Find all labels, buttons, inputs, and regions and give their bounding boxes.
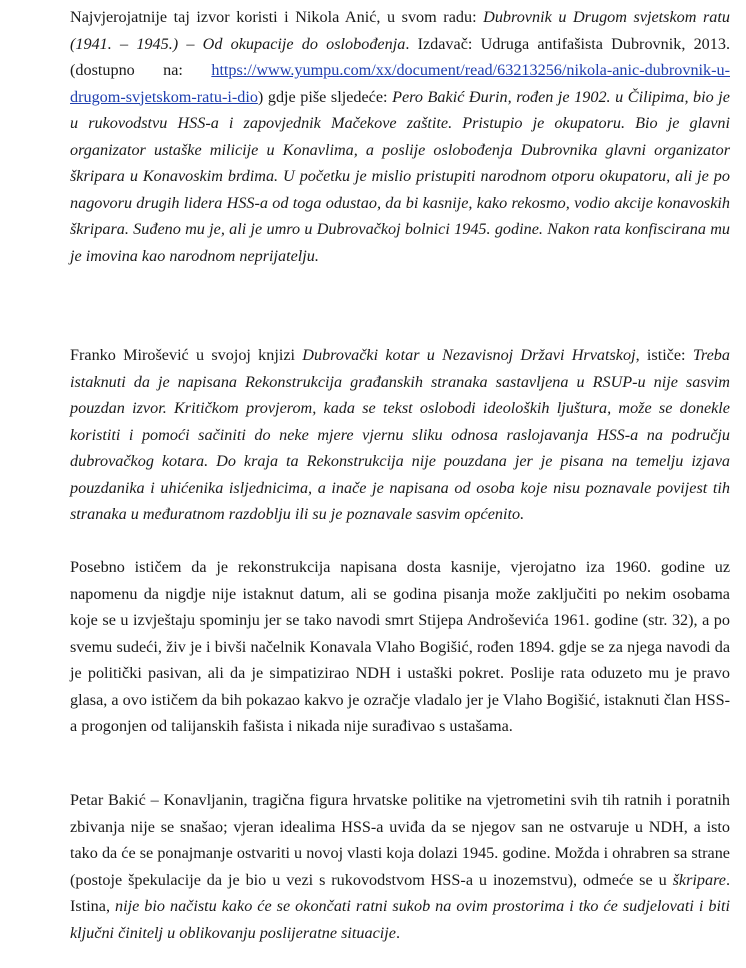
- source-link[interactable]: https://www.yumpu.com/xx/document/read/63213256/nikola-anic-dubrovnik-u-drugom-svjetskom-ratu-i-dio: [70, 61, 730, 106]
- paragraph-mirosevic: [70, 342, 730, 528]
- paragraph-anic-source: [70, 4, 730, 269]
- book-title-mirosevic: Dubrovački kotar u Nezavisnoj Državi Hrvatskoj: [302, 346, 636, 364]
- text-segment: Najvjerojatnije taj izvor koristi i Nikola Anić, u svom radu:: [70, 8, 484, 26]
- paragraph-petar-bakic: [70, 787, 730, 946]
- text-segment: ) gdje piše sljedeće:: [257, 87, 393, 106]
- paragraph-reconstruction-date: [70, 554, 730, 740]
- quote-mirosevic: Treba istaknuti da je napisana Rekonstrukcija građanskih stranaka sastavljena u RSUP-u nije sasvim pouzdan izvor. Kritičkom provjerom, kada se tekst oslobodi ideoloških ljuštura, može se donekle koristiti i pomoći sačiniti do neke mjere vjernu sliku odnosa raslojavanja HSS-a na području dubrovačkog kotara. Do kraja ta Rekonstrukcija nije pouzdana jer je pisana na temelju izjava pouzdanika i uhićenika isljednicima, a inače je napisana od osoba koje nisu poznavale povijest tih stranaka u međuratnom razdoblju ili su je poznavale sasvim općenito.: [70, 346, 730, 523]
- quote-anic: Pero Bakić Đurin, rođen je 1902. u Čilipima, bio je u rukovodstvu HSS-a i zapovjednik Mačekove zaštite. Pristupio je okupatoru. Bio je glavni organizator ustaške milicije u Konavlima, a poslije oslobođenja Dubrovnika glavni organizator škripara u Konavoskim brdima. U početku je mislio pristupiti narodnom otporu okupatoru, ali je po nagovoru drugih lidera HSS-a od toga odustao, da bi kasnije, kako rekosmo, vodio akcije konavoskih škripara. Suđeno mu je, ali je umro u Dubrovačkoj bolnici 1945. godine. Nakon rata konfiscirana mu je imovina kao narodnom neprijatelju.: [70, 87, 730, 265]
- text-segment: Posebno ističem da je rekonstrukcija napisana dosta kasnije, vjerojatno iza 1960. godine uz napomenu da nigdje nije istaknut datum, ali se godina pisanja može zaključiti po nekim osobama koje se u izvještaju spominju jer se tako navodi smrt Stijepa Androševića 1961. godine (str. 32), a po svemu sudeći, živ je i bivši načelnik Konavala Vlaho Bogišić, rođen 1894. gdje se za njega navodi da je politički pasivan, ali da je simpatizirao NDH i ustaški pokret. Poslije rata oduzeto mu je pravo glasa, a ovo ističem da bih pokazao kakvo je ozračje vladalo jer je Vlaho Bogišić, istaknuti član HSS-a progonjen od talijanskih fašista i nikada nije surađivao s ustašama.: [70, 558, 730, 735]
- text-segment: Petar Bakić – Konavljanin, tragična figura hrvatske politike na vjetrometini svih tih ratnih i poratnih zbivanja nije se snašao; vjeran idealima HSS-a uviđa da se njegov san ne ostvaruje u NDH, a isto tako da će se ponajmanje ostvariti u novoj vlasti koja dolazi 1945. godine. Možda i ohrabren sa strane (postoje špekulacije da je bio u vezi s rukovodstvom HSS-a u inozemstvu), odmeće se u: [70, 791, 730, 889]
- italic-phrase: nije bio načistu kako će se okončati ratni sukob na ovim prostorima i tko će sudjelovati i biti ključni činitelj u oblikovanju poslijeratne situacije: [70, 897, 730, 942]
- text-segment: . Istina,: [70, 870, 730, 915]
- text-segment: Franko Mirošević u svojoj knjizi: [70, 346, 303, 364]
- book-title-anic: Dubrovnik u Drugom svjetskom ratu (1941. – 1945.) – Od okupacije do oslobođenja: [70, 8, 730, 53]
- text-segment: .: [395, 923, 400, 942]
- text-segment: . Izdavač: Udruga antifašista Dubrovnik, 2013. (dostupno na:: [70, 34, 730, 79]
- text-segment: , ističe:: [635, 346, 693, 364]
- italic-term: škripare: [672, 870, 726, 889]
